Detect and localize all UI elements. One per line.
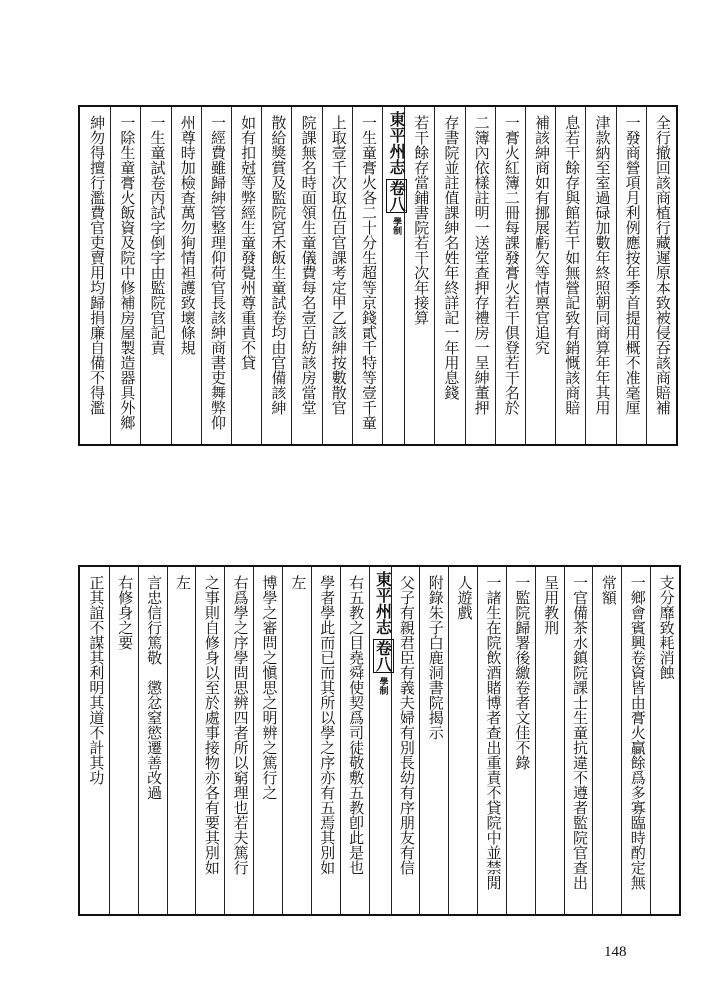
column-rule [201,107,202,444]
column-rule [231,107,232,444]
text-column: 一監院歸署後繳卷者文佳不錄 [513,575,532,770]
text-column: 之事則自修身以至於處事接物亦各有要其別如 [202,575,221,875]
column-rule [419,567,420,914]
text-column: 一官備茶水鎮院課士生童抗違不遵者監院官查出 [571,575,590,890]
column-rule [382,107,383,444]
text-column: 支分靡致耗消蝕 [657,575,676,680]
text-column: 博學之審問之愼思之明辨之篤行之 [260,575,279,800]
text-column: 一膏火紅簿二冊每課發膏火若干俱登若干名於 [502,115,521,415]
text-column: 右修身之要 [116,575,135,650]
column-rule [585,107,586,444]
column-rule [434,107,435,444]
text-column: 一經費雖歸紳管整理仰荷官長該紳商書吏舞弊仰 [208,115,227,430]
margin-title-text: 東平州志 [373,571,393,635]
volume-label: 卷八 [373,640,393,672]
column-rule [138,567,139,914]
text-column: 州尊時加檢查萬勿狥情袒護致壞條規 [178,115,197,355]
bottom-page-block [78,565,681,916]
text-column: 若干餘存當鋪書院若干次年接算 [412,115,431,325]
column-rule [525,107,526,444]
text-column: 一生童試卷丙試字倒字由監院官記責 [148,115,167,355]
section-label: 學制 [377,677,388,695]
text-column: 左 [173,575,192,590]
text-column: 補該紳商如有挪展虧欠等情禀官追究 [533,115,552,355]
column-rule [448,567,449,914]
column-rule [369,567,370,914]
text-column: 存書院並註值課紳名姓年終詳記一年用息錢 [442,115,461,400]
text-column: 二簿內依樣註明一送堂查押存禮房一呈紳董押 [472,115,491,415]
text-column: 正其誼不謀其利明其道不計其功 [87,575,106,785]
page-number: 148 [604,944,627,960]
column-rule [650,567,651,914]
column-rule [140,107,141,444]
text-column: 院課無名時面領生童儀費每名壹百紡該房當堂 [299,115,318,415]
text-column: 左 [289,575,308,590]
column-rule [535,567,536,914]
text-column: 呈用教刑 [542,575,561,635]
column-rule [322,107,323,444]
column-rule [282,567,283,914]
column-rule [224,567,225,914]
text-column: 人遊戲 [455,575,474,620]
column-rule [555,107,556,444]
column-rule [171,107,172,444]
column-rule [109,567,110,914]
column-rule [506,567,507,914]
column-rule [261,107,262,444]
text-column: 一發商營項月利例應按年季首提用概不准毫厘 [623,115,642,415]
column-rule [352,107,353,444]
text-column: 常額 [599,575,618,605]
column-rule [465,107,466,444]
column-rule [592,567,593,914]
text-column: 言忠信行篤敬 懲忿窒慾遷善改過 [145,575,164,800]
column-rule [477,567,478,914]
text-column: 父子有親君臣有義夫婦有別長幼有序朋友有信 [397,575,416,875]
text-column: 附錄朱子白鹿洞書院揭示 [426,575,445,740]
column-rule [646,107,647,444]
margin-title [372,571,395,695]
column-rule [340,567,341,914]
column-rule [495,107,496,444]
text-column: 全行撤回該商植行藏遲原本致被侵吞該商賠補 [653,115,672,415]
text-column: 一除生童膏火飯資及院中修補房屋製造器具外鄉 [118,115,137,430]
text-column: 津款納至室過碌加數年終照朝同商算年年其用 [593,115,612,415]
volume-label: 卷八 [387,180,407,212]
text-column: 一諸生在院飲酒賭博者查出重責不貸院中並禁閒 [484,575,503,890]
text-column: 散給獎賞及監院宮禾飯生童試卷均由官備該紳 [269,115,288,415]
column-rule [195,567,196,914]
column-rule [564,567,565,914]
text-column: 上取壹千次取伍百官課考定甲乙該紳按數散官 [329,115,348,415]
text-column: 右爲學之序學問思辨四者所以窮理也若夫篤行 [231,575,250,875]
margin-title [385,111,408,235]
column-rule [291,107,292,444]
column-rule [311,567,312,914]
column-rule [616,107,617,444]
text-column: 右五教之目堯舜使契爲司徒敬敷五教卽此是也 [347,575,366,875]
column-rule [110,107,111,444]
text-column: 息若干餘存與館若干如無營記致有銷慨該商賠 [563,115,582,415]
top-page-block [78,105,678,446]
text-column: 學者學此而已而其所以學之序亦有五焉其別如 [318,575,337,875]
text-column: 一生童膏火各二十分生超等京錢貳千特等壹千童 [360,115,378,430]
column-rule [167,567,168,914]
column-rule [621,567,622,914]
text-column: 如有扣尅等弊經生童發覺州尊重責不貸 [239,115,258,370]
text-column: 一鄉會賓興卷資皆由膏火贏餘爲多寡臨時酌定無 [628,575,647,890]
text-column: 紳勿得擅行濫費官吏賣用均歸捐廉自備不得濫 [88,115,107,415]
column-rule [253,567,254,914]
section-label: 學制 [391,217,402,235]
margin-title-text: 東平州志 [387,111,407,175]
